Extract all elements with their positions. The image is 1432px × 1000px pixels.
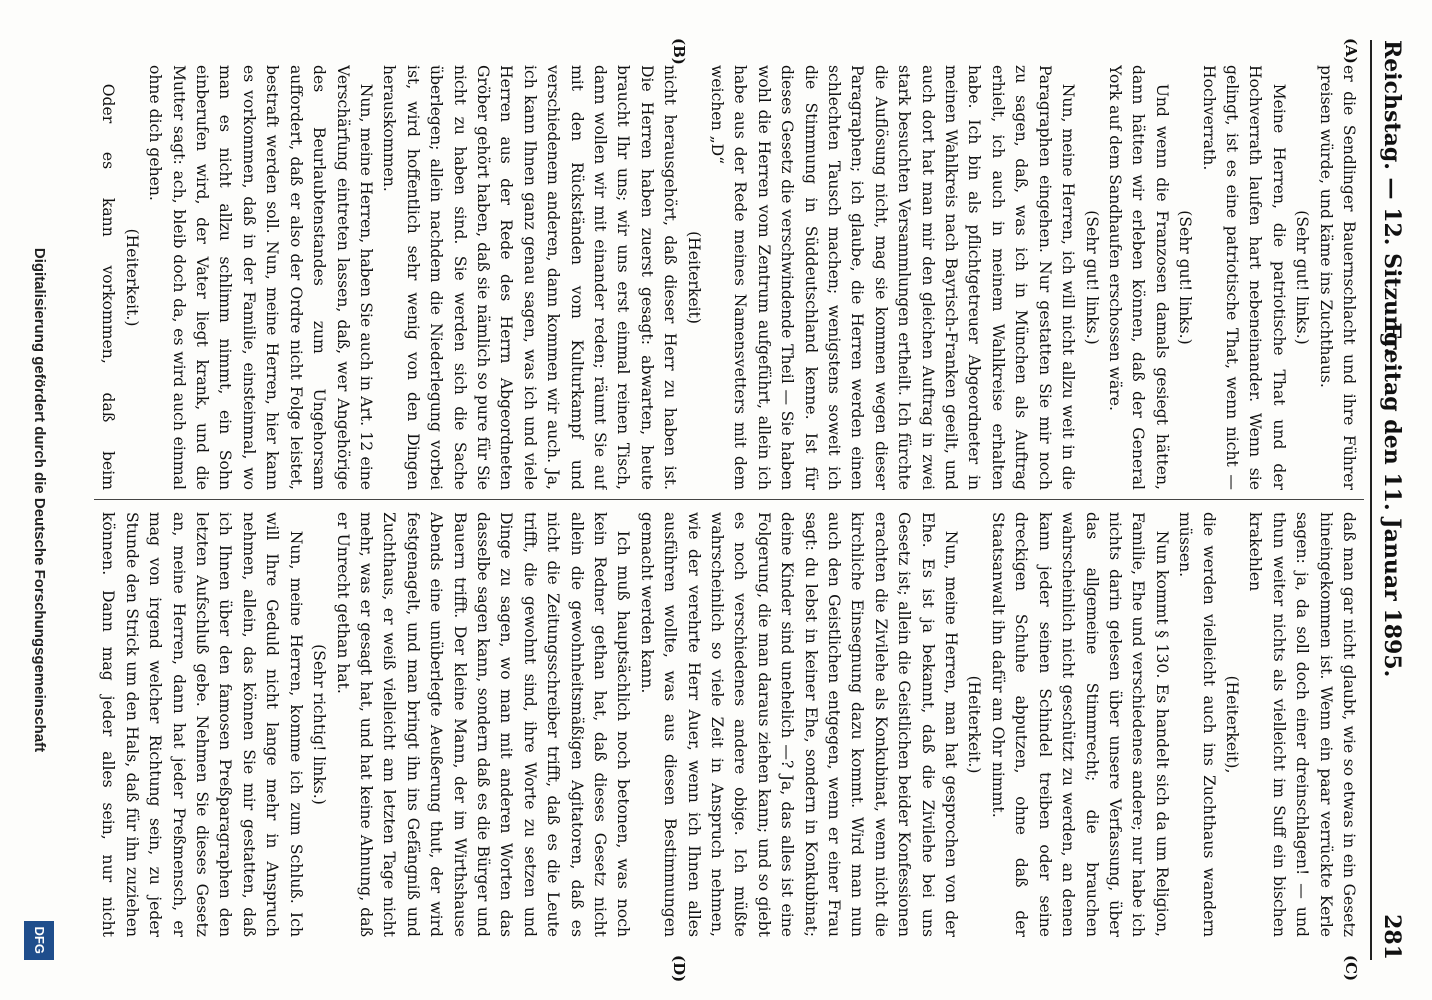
page-number: 281	[1379, 914, 1405, 960]
margin-marker-d: (D)	[670, 955, 688, 983]
left-text-column	[94, 65, 1360, 490]
paragraph: Und wenn die Franzosen damals gesiegt hätten, dann hätten wir erleben können, daß der General York auf dem Sandhaufen erschossen wäre.	[1105, 65, 1171, 490]
paragraph: die werden vielleicht auch ins Zuchthaus wandern müssen.	[1176, 512, 1218, 937]
running-head	[1370, 40, 1412, 960]
paragraph: Ich muß hauptsächlich noch betonen, was noch kein Redner gethan hat, daß dieses Gesetz nicht allein die gewohnheitsmäßigen Agitatoren, daß es nicht die Zeitungsschreiber trifft, daß es die Leute trifft, die gewohnt sind, ihre Worte zu setzen und Dinge zu sagen, wo man mit anderen Worten das dasselbe sagen kann, sondern daß es die Bürger und Bauern trifft. Der kleine Mann, der im Wirthshause Abends eine unüberlegte Aeußerung thut, der wird festgenagelt, und man bringt ihn ins Gefängniß und Zuchthaus, er weiß vielleicht am letzten Tage nicht mehr, was er gesagt hat, und hat keine Ahnung, daß er Unrecht gethan hat.	[333, 512, 633, 937]
interjection: (Heiterkeit)	[684, 231, 703, 324]
paragraph: Nun, meine Herren, man hat gesprochen von der Ehe. Es ist ja bekannt, daß die Zivilehe bei uns Gesetz ist; allein die Geistlichen beider Konfessionen erachten die Zivilehe als Konkubinat, wenn nicht die kirchliche Einsegnung dazu kommt. Wird man nun auch den Geistlichen entgegen, wenn er einer Frau sagt: du lebst in keiner Ehe, sondern in Konkubinat; deine Kinder sind unehelich —? Ja, das alles ist eine Folgerung, die man daraus ziehen kann; und so giebt es noch verschiedenes andere obige. Ich müßte wahrscheinlich so viele Zeit in Anspruch nehmen, wie der verehrte Herr Auer, wenn ich Ihnen alles ausführen wollte, was aus diesen Bestimmungen gemacht werden kann.	[637, 512, 961, 937]
paragraph: Oder es kann vorkommen, daß beim	[99, 83, 118, 490]
right-text-column	[94, 512, 1360, 937]
header-session: Reichstag. — 12. Sitzung.	[1379, 40, 1405, 356]
paragraph: daß man gar nicht glaubt, wie so etwas in ein Gesetz hineingekommen ist. Wenn ein paar verrückte Kerle sagen: ja, da soll doch einer dreinschlagen! — und thun weiter nichts als vielleicht im Suff ein bischen krakehlen	[1246, 512, 1358, 937]
header-date: Freitag den 11. Januar 1895.	[1379, 322, 1405, 678]
margin-marker-b: (B)	[670, 38, 688, 65]
dfg-logo: DFG	[24, 921, 54, 960]
margin-marker-a: (A)	[1342, 38, 1360, 64]
paragraph: Nun kommt § 130. Es handelt sich da um Religion, Familie, Ehe und verschiedenes andere; nur habe ich nichts darin gelesen über unsere Verfassung, über das allgemeine Stimmrecht; die brauchen wahrscheinlich nicht geschützt zu werden, an denen kann jeder seinen Schindel treiben oder seine dreckigen Schuhe abputzen, ohne daß der Staatsanwalt ihn dafür am Ohr nimmt.	[988, 512, 1171, 937]
interjection: (Sehr richtig! links.)	[310, 644, 329, 805]
interjection: (Heiterkeit.)	[122, 228, 141, 327]
interjection: (Sehr gut! links.)	[1082, 210, 1101, 345]
margin-marker-c: (C)	[1342, 955, 1360, 982]
interjection: (Heiterkeit.)	[965, 675, 984, 774]
interjection: (Heiterkeit),	[1222, 675, 1241, 774]
paragraph: Nun, meine Herren, ich will nicht allzu weit in die Paragraphen eingehen. Nur gestatten Sie mir noch zu sagen, daß, was ich in München als Auftrag erhielt, ich auch in meinem Wahlkreise erhalten habe. Ich bin als pflichtgetreuer Abgeordneter in meinen Wahlkreis nach Bayrisch-Franken geeilt, und auch dort hat man mir den gleichen Auftrag in zwei stark besuchten Versammlungen ertheilt. Ich fürchte die Auflösung nicht, mag sie kommen wegen dieser Paragraphen; ich glaube, die Herren werden einen schlechten Tausch machen; wenigstens soweit ich die Stimmung in Süddeutschland kenne. Ist für dieses Gesetz die verschwindende Theil — Sie haben wohl die Herren vom Zentrum aufgeführt, allein ich habe aus der Rede meines Namensvetters mit dem weichen „D“	[708, 65, 1078, 490]
interjection: (Sehr gut! links.)	[1176, 210, 1195, 345]
paragraph: Nun, meine Herren, komme ich zum Schluß. Ich will Ihre Geduld nicht lange mehr in Anspruch nehmen, allein, das können Sie mir gestatten, daß ich Ihnen über den famosen Preßparagraphen den letzten Aufschluß gebe. Nehmen Sie dieses Gesetz an, meine Herren, dann hat jeder Preßmensch, er mag von irgend welcher Richtung sein, zu jeder Stunde den Strick um den Hals, daß für ihn zuziehen können. Dann mag jeder alles sein, nur nicht	[99, 512, 305, 937]
paragraph: Nun, meine Herren, haben Sie auch in Art. 12 eine Verschärfung eintreten lassen, daß, wer Angehörige des Beurlaubtenstandes zum Ungehorsam auffordert, daß er also der Ordre nicht Folge leistet, bestraft werden soll. Nun, meine Herren, hier kann es vorkommen, daß in der Familie, einsteinmal, wo man es nicht allzu schlimm nimmt, ein Sohn einberufen wird, der Vater liegt krank, und die Mutter sagt: ach, bleib doch da, es wird auch einmal ohne dich gehen.	[146, 65, 375, 490]
column-divider	[94, 499, 1364, 500]
digitization-credit: Digitalisierung gefördert durch die Deutsche Forschungsgemeinschaft	[31, 247, 48, 753]
interjection: (Sehr gut! links.)	[1293, 210, 1312, 345]
paragraph: er die Sendlinger Bauernschlacht und ihre Führer preisen würde, und käme ins Zuchthaus.	[1316, 65, 1358, 490]
paragraph: nicht herausgehört, daß dieser Herr zu haben ist. Die Herren haben zuerst gesagt: abwarten, heute braucht Ihr uns; wir uns erst einmal reinen Tisch, dann wollen wir mit einander reden; räumt Sie auf mit den Rückständen vom Kulturkampf und verschiedenem anderen, dann kommen wir auch. Ja, ich kann Ihnen ganz genau sagen, was ich und viele Herren aus der Rede des Herrn Abgeordneten Gröber gehört haben, daß sie nämlich so pure für Sie nicht zu haben sind. Sie werden sich die Sache überlegen; allein nachdem die Niederlegung vorbei ist, wird hoffentlich sehr wenig von den Dingen herauskommen.	[380, 65, 680, 490]
paragraph: Meine Herren, die patriotische That und der Hochverrath laufen hart nebeneinander. Wenn sie gelingt, ist es eine patriotische That, wenn nicht — Hochverrath.	[1199, 65, 1288, 490]
